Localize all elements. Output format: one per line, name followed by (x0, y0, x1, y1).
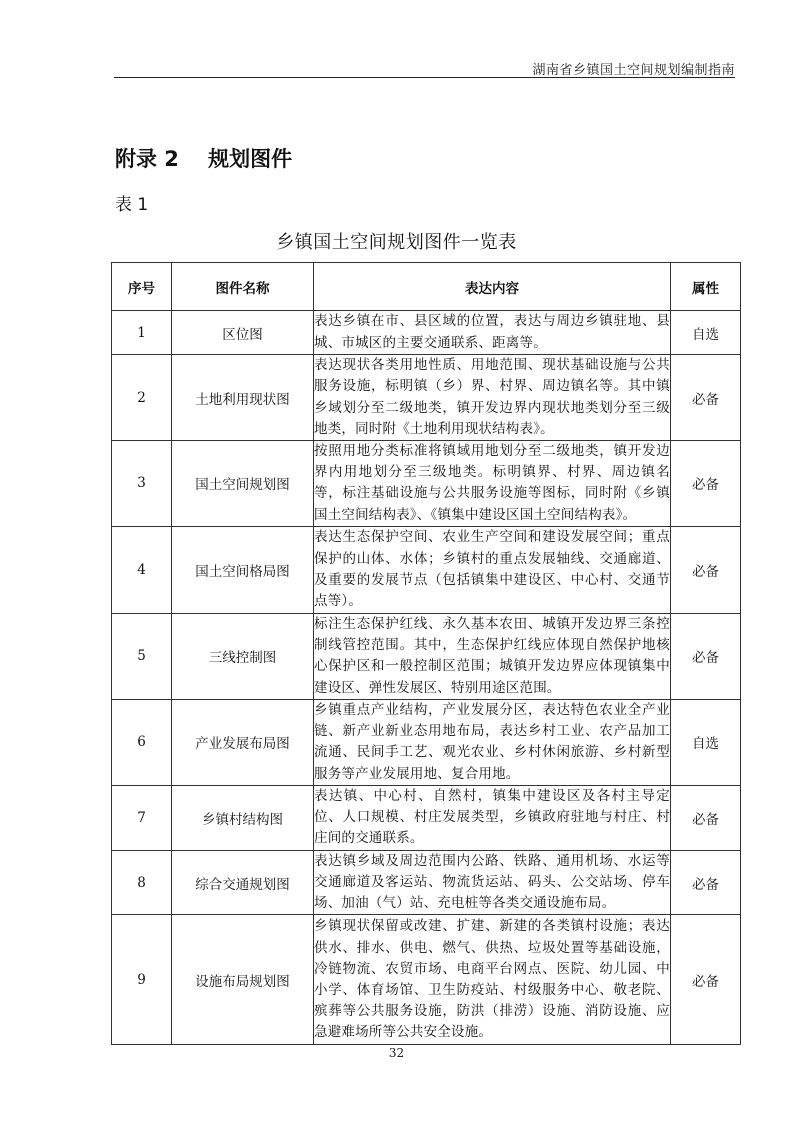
figure-content: 表达生态保护空间、农业生产空间和建设发展空间；重点保护的山体、水体；乡镇村的重点发展轴线、交通廊道、及重要的发展节点（包括镇集中建设区、中心村、交通节点等）。 (314, 526, 671, 613)
figure-name: 土地利用现状图 (172, 355, 314, 441)
figure-attribute: 必备 (671, 355, 741, 441)
figure-content: 表达镇、中心村、自然村，镇集中建设区及各村主导定位、人口规模、村庄发展类型，乡镇政府驻地与村庄、村庄间的交通联系。 (314, 785, 671, 850)
row-number: 3 (112, 441, 172, 527)
header-rule (114, 77, 735, 78)
figure-content: 标注生态保护红线、永久基本农田、城镇开发边界三条控制线管控范围。其中，生态保护红线应体现自然保护地核心保护区和一般控制区范围；城镇开发边界应体现镇集中建设区、弹性发展区、特别用途区范围。 (314, 613, 671, 699)
table-header-row (112, 263, 741, 311)
row-number: 7 (112, 785, 172, 850)
column-header-name: 图件名称 (172, 263, 314, 311)
figure-content: 表达乡镇在市、县区域的位置，表达与周边乡镇驻地、县城、市城区的主要交通联系、距离等。 (314, 311, 671, 355)
figure-content: 表达镇乡域及周边范围内公路、铁路、通用机场、水运等交通廊道及客运站、物流货运站、码头、公交站场、停车场、加油（气）站、充电桩等各类交通设施布局。 (314, 850, 671, 915)
figure-attribute: 必备 (671, 526, 741, 613)
table-row (112, 311, 741, 355)
figure-name: 乡镇村结构图 (172, 785, 314, 850)
row-number: 5 (112, 613, 172, 699)
row-number: 2 (112, 355, 172, 441)
row-number: 9 (112, 915, 172, 1045)
column-header-content: 表达内容 (314, 263, 671, 311)
table-row (112, 526, 741, 613)
figure-attribute: 必备 (671, 850, 741, 915)
figure-attribute: 必备 (671, 785, 741, 850)
column-header-attribute: 属性 (671, 263, 741, 311)
figure-name: 三线控制图 (172, 613, 314, 699)
figure-name: 区位图 (172, 311, 314, 355)
table-row (112, 850, 741, 915)
row-number: 1 (112, 311, 172, 355)
page-number: 32 (388, 1046, 405, 1060)
figures-table (111, 262, 741, 1045)
table-row (112, 613, 741, 699)
appendix-title: 附录 2 规划图件 (115, 147, 293, 171)
table-caption: 乡镇国土空间规划图件一览表 (276, 232, 517, 253)
table-label: 表 1 (115, 195, 149, 215)
figure-name: 国土空间规划图 (172, 441, 314, 527)
figure-content: 乡镇重点产业结构，产业发展分区，表达特色农业全产业链、新产业新业态用地布局，表达乡村工业、农产品加工流通、民间手工艺、观光农业、乡村休闲旅游、乡村新型服务等产业发展用地、复合用地。 (314, 699, 671, 785)
table-row (112, 915, 741, 1045)
table-row (112, 785, 741, 850)
table-row (112, 355, 741, 441)
row-number: 8 (112, 850, 172, 915)
figure-name: 产业发展布局图 (172, 699, 314, 785)
figure-attribute: 必备 (671, 441, 741, 527)
table-body (112, 311, 741, 1045)
table-row (112, 699, 741, 785)
figure-name: 国土空间格局图 (172, 526, 314, 613)
figure-attribute: 自选 (671, 699, 741, 785)
running-header: 湖南省乡镇国土空间规划编制指南 (532, 63, 735, 78)
figure-attribute: 必备 (671, 915, 741, 1045)
figure-name: 设施布局规划图 (172, 915, 314, 1045)
table-row (112, 441, 741, 527)
figure-attribute: 必备 (671, 613, 741, 699)
figure-name: 综合交通规划图 (172, 850, 314, 915)
row-number: 4 (112, 526, 172, 613)
figure-attribute: 自选 (671, 311, 741, 355)
row-number: 6 (112, 699, 172, 785)
figure-content: 按照用地分类标准将镇域用地划分至二级地类，镇开发边界内用地划分至三级地类。标明镇界、村界、周边镇名等，标注基础设施与公共服务设施等图标，同时附《乡镇国土空间结构表》、《镇集中建设区国土空间结构表》。 (314, 441, 671, 527)
column-header-number: 序号 (112, 263, 172, 311)
figure-content: 乡镇现状保留或改建、扩建、新建的各类镇村设施；表达供水、排水、供电、燃气、供热、垃圾处置等基础设施，冷链物流、农贸市场、电商平台网点、医院、幼儿园、中小学、体育场馆、卫生防疫站、村级服务中心、敬老院、殡葬等公共服务设施，防洪（排涝）设施、消防设施、应急避难场所等公共安全设施。 (314, 915, 671, 1045)
figure-content: 表达现状各类用地性质、用地范围、现状基础设施与公共服务设施，标明镇（乡）界、村界、周边镇名等。其中镇乡域划分至二级地类，镇开发边界内现状地类划分至三级地类，同时附《土地利用现状结构表》。 (314, 355, 671, 441)
